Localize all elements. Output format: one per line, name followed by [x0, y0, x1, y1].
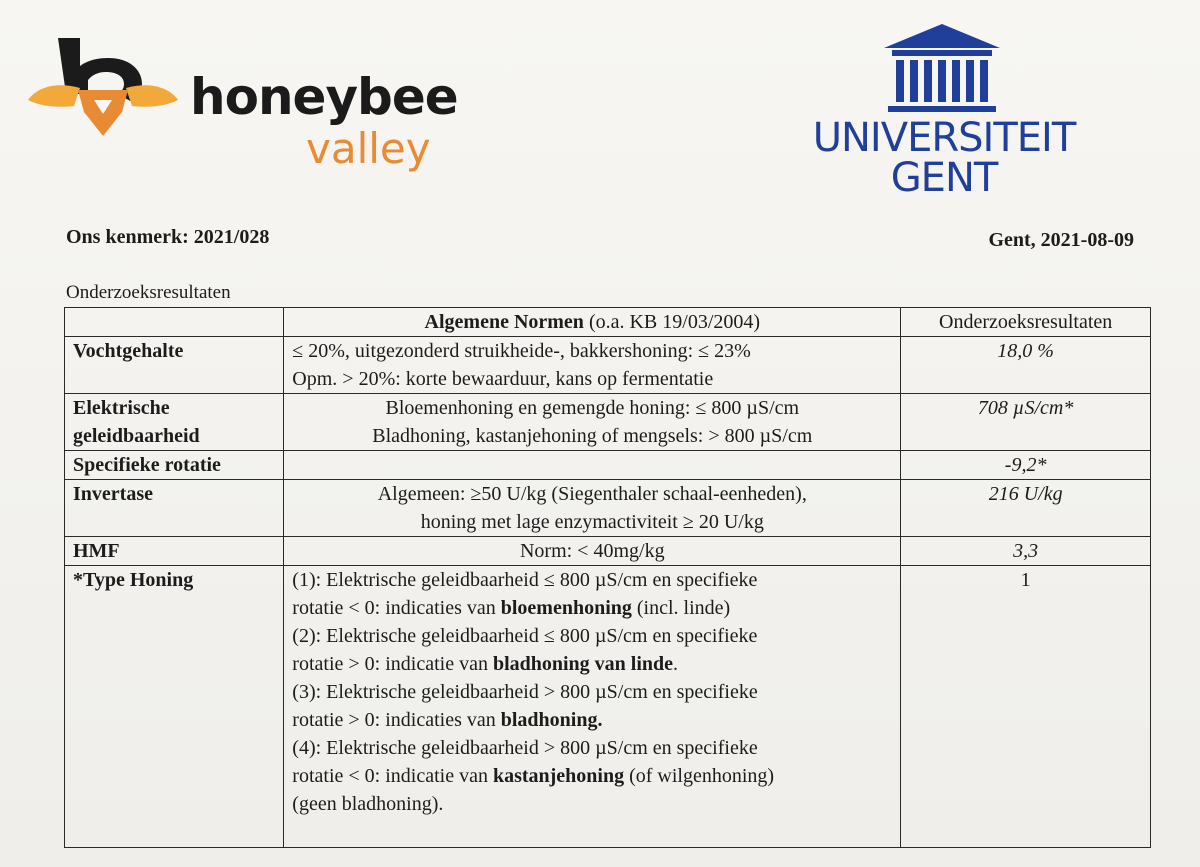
norm-cell-empty — [284, 451, 901, 480]
norm-line: honing met lage enzymactiviteit ≥ 20 U/kg — [420, 511, 764, 533]
type-line: rotatie > 0: indicatie van bladhoning van linde. — [292, 653, 679, 675]
honeybee-logo-icon — [28, 30, 178, 142]
result-value: 3,3 — [901, 537, 1151, 566]
norm-line: ≤ 20%, uitgezonderd struikheide-, bakkershoning: ≤ 23% — [292, 340, 751, 362]
results-table — [64, 307, 1151, 848]
row-label-geleidbaarheid — [65, 394, 284, 451]
label-line: geleidbaarheid — [73, 425, 200, 447]
norm-cell — [284, 480, 901, 537]
norm-cell — [284, 394, 901, 451]
ugent-line2: GENT — [890, 155, 998, 201]
table-header-row — [65, 308, 1151, 337]
norm-cell — [284, 537, 901, 566]
norm-line: Bloemenhoning en gemengde honing: ≤ 800 µS/cm — [385, 397, 800, 419]
norm-cell — [284, 337, 901, 394]
ugent-building-icon — [880, 22, 1004, 114]
norm-line: Algemeen: ≥50 U/kg (Siegenthaler schaal-eenheden), — [377, 483, 807, 505]
type-line: (4): Elektrische geleidbaarheid > 800 µS/cm en specifieke — [292, 737, 758, 759]
norm-line: Bladhoning, kastanjehoning of mengsels: > 800 µS/cm — [372, 425, 813, 447]
type-line: (geen bladhoning). — [292, 793, 444, 815]
table-row — [65, 480, 1151, 537]
norm-line: Norm: < 40mg/kg — [519, 540, 665, 562]
ugent-line1: UNIVERSITEIT — [812, 115, 1076, 161]
result-value: 708 µS/cm* — [901, 394, 1151, 451]
table-row — [65, 537, 1151, 566]
row-label-type-honing: *Type Honing — [65, 566, 284, 848]
type-definitions-cell — [284, 566, 901, 848]
header-norms-source: (o.a. KB 19/03/2004) — [583, 311, 761, 333]
header-norms-title: Algemene Normen — [424, 311, 584, 333]
type-line: rotatie < 0: indicatie van kastanjehoning (of wilgenhoning) — [292, 765, 775, 787]
table-row — [65, 451, 1151, 480]
type-name-bold: bladhoning. — [500, 709, 603, 731]
place-date: Gent, 2021-08-09 — [988, 229, 1134, 251]
section-title: Onderzoeksresultaten — [66, 282, 231, 303]
result-value: 18,0 % — [901, 337, 1151, 394]
type-name-bold: bladhoning van linde — [492, 653, 674, 675]
type-line: (2): Elektrische geleidbaarheid ≤ 800 µS/cm en specifieke — [292, 625, 758, 647]
row-label-hmf: HMF — [65, 537, 284, 566]
type-name-bold: kastanjehoning — [492, 765, 625, 787]
header-norms-cell — [284, 308, 901, 337]
label-line: Elektrische — [73, 397, 170, 419]
valley-wordmark: valley — [306, 124, 431, 173]
result-value: 1 — [901, 566, 1151, 848]
ugent-wordmark — [812, 115, 1076, 201]
type-line: rotatie < 0: indicaties van bloemenhoning (incl. linde) — [292, 597, 731, 619]
honeybee-wordmark: honeybee — [190, 68, 458, 126]
table-row — [65, 566, 1151, 848]
type-line: (1): Elektrische geleidbaarheid ≤ 800 µS/cm en specifieke — [292, 569, 758, 591]
table-row — [65, 394, 1151, 451]
reference-number: Ons kenmerk: 2021/028 — [66, 226, 270, 248]
row-label-invertase: Invertase — [65, 480, 284, 537]
type-line: (3): Elektrische geleidbaarheid > 800 µS/cm en specifieke — [292, 681, 758, 703]
header-empty-cell — [65, 308, 284, 337]
type-name-bold: bloemenhoning — [500, 597, 632, 619]
norm-line: Opm. > 20%: korte bewaarduur, kans op fermentatie — [292, 368, 714, 390]
result-value: -9,2* — [901, 451, 1151, 480]
row-label-rotatie: Specifieke rotatie — [65, 451, 284, 480]
type-line: rotatie > 0: indicaties van bladhoning. — [292, 709, 603, 731]
header-results-cell: Onderzoeksresultaten — [901, 308, 1151, 337]
result-value: 216 U/kg — [901, 480, 1151, 537]
row-label-vochtgehalte: Vochtgehalte — [65, 337, 284, 394]
table-row — [65, 337, 1151, 394]
